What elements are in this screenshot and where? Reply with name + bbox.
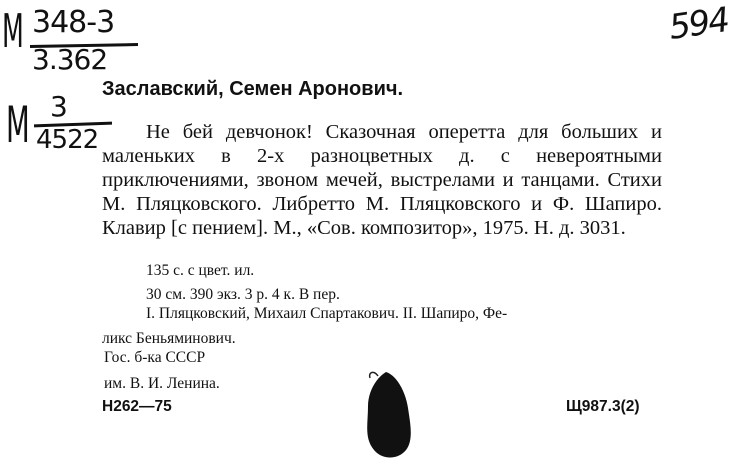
main-text: Не бей девчонок! Сказочная оперетта для больших и маленьких в 2-х разноцветных д. с невероятными приключениями, звоном мечей, выстрелами и танцами. Стихи М. Пляцковского. Либретто М. Пляцковского и Ф. Шапиро. Клавир [с пением]. М., «Сов. композитор», 1975. Н. д. 3031. xyxy=(102,121,662,239)
card-code: Н262—75 xyxy=(102,398,172,415)
library-stamp-line: им. В. И. Ленина. xyxy=(104,375,220,392)
ink-blot xyxy=(358,366,418,462)
size-edition-line: 30 см. 390 экз. 3 р. 4 к. В пер. xyxy=(146,286,340,303)
handwritten-number: 594 xyxy=(666,0,731,48)
pages-line: 135 с. с цвет. ил. xyxy=(146,262,255,279)
title-description xyxy=(102,120,662,240)
classification-code: Щ987.3(2) xyxy=(566,398,640,415)
shelfmark-bottom: 4522 xyxy=(36,125,99,155)
author-heading: Заславский, Семен Аронович. xyxy=(102,78,404,100)
index-line: I. Пляцковский, Михаил Спартакович. II. Шапиро, Фе- xyxy=(146,305,508,322)
shelfmark-letter: M xyxy=(6,96,30,154)
shelfmark-top: 348-3 xyxy=(32,5,115,40)
index-line-continued: ликс Беньяминович. xyxy=(102,330,236,347)
library-stamp-line: Гос. б-ка СССР xyxy=(104,349,206,366)
shelfmark-top: 3 xyxy=(50,90,68,123)
shelfmark-bottom: 3.362 xyxy=(32,43,108,76)
shelfmark-letter: M xyxy=(2,4,24,58)
